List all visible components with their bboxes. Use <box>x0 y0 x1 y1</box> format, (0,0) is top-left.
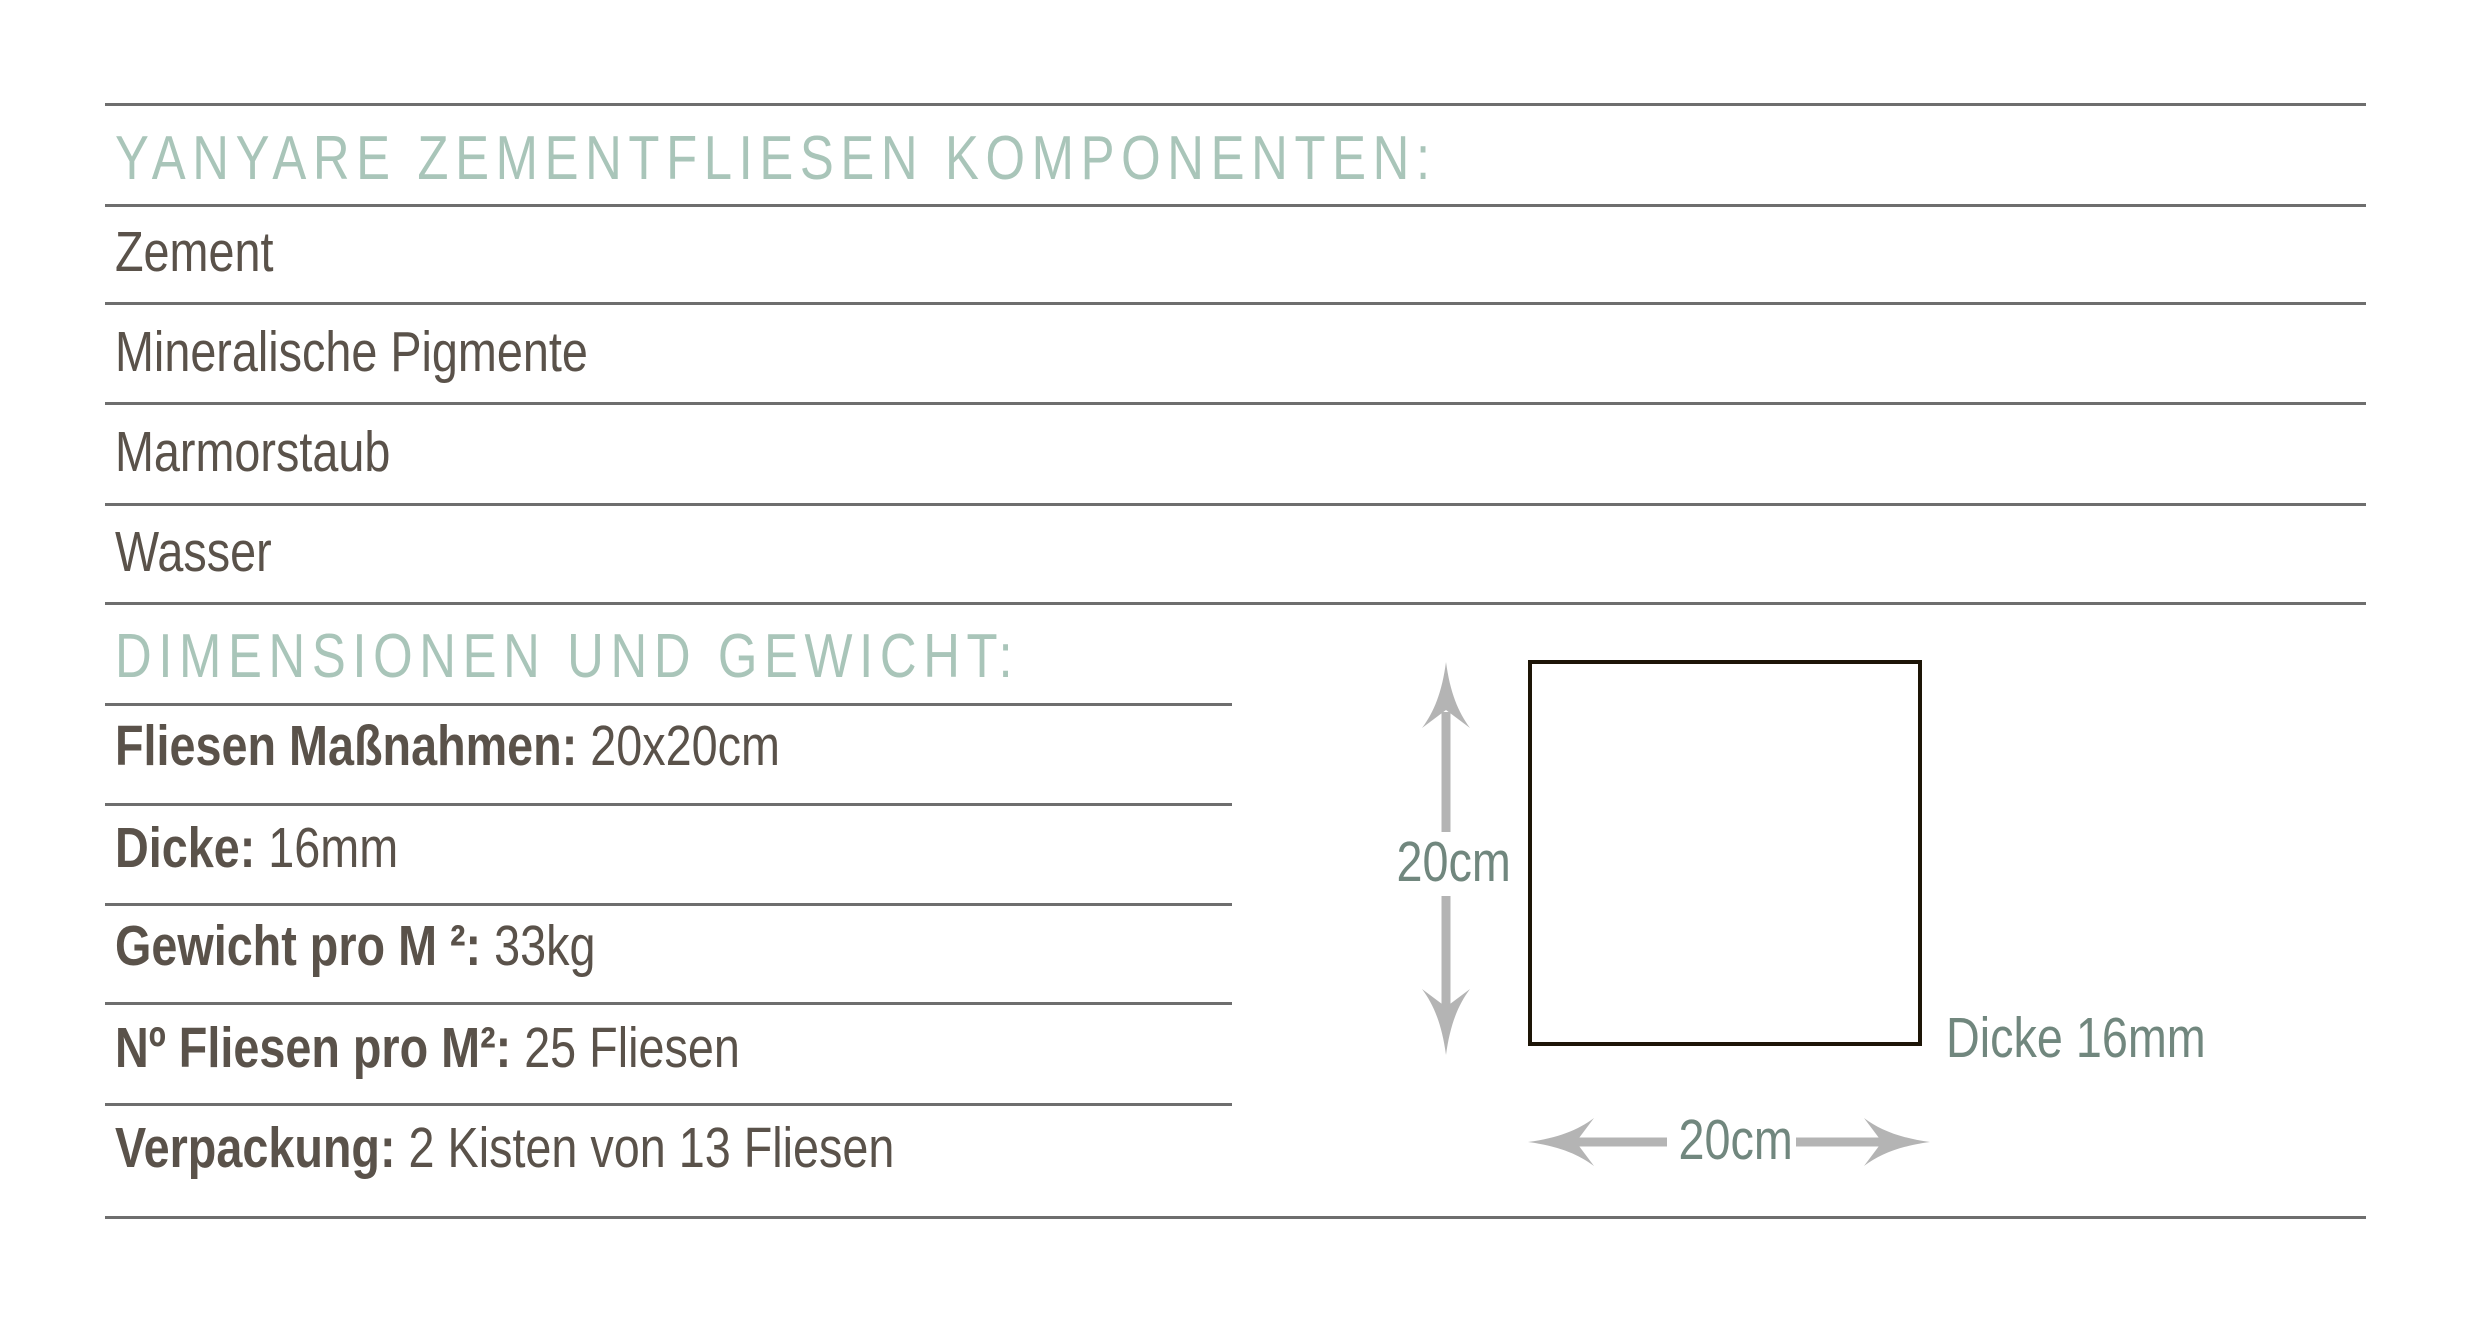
width-dimension-label: 20cm <box>1678 1108 1793 1172</box>
divider-short <box>105 703 1232 706</box>
spec-value: 25 Fliesen <box>524 1016 740 1080</box>
spec-label: Nº Fliesen pro M²: <box>115 1016 512 1080</box>
spec-label: Dicke: <box>115 816 256 880</box>
component-item <box>115 520 306 584</box>
divider-short <box>105 803 1232 806</box>
thickness-label: Dicke 16mm <box>1946 1006 2206 1070</box>
spec-label: Gewicht pro M ²: <box>115 914 482 978</box>
spec-label: Verpackung: <box>115 1116 396 1180</box>
divider-short <box>105 1002 1232 1005</box>
component-item-text: Mineralische Pigmente <box>115 320 588 384</box>
component-item <box>115 320 692 384</box>
spec-row <box>115 816 460 880</box>
divider <box>105 204 2366 207</box>
divider <box>105 302 2366 305</box>
divider-bottom <box>105 1216 2366 1219</box>
spec-value: 33kg <box>494 914 596 978</box>
divider <box>105 503 2366 506</box>
component-item-text: Marmorstaub <box>115 420 391 484</box>
component-item <box>115 420 451 484</box>
component-item-text: Wasser <box>115 520 272 584</box>
spec-label: Fliesen Maßnahmen: <box>115 714 578 778</box>
spec-value: 20x20cm <box>590 714 780 778</box>
divider-short <box>105 1103 1232 1106</box>
component-item-text: Zement <box>115 220 274 284</box>
spec-value: 16mm <box>268 816 399 880</box>
spec-row <box>115 714 926 778</box>
components-heading <box>115 124 1727 193</box>
divider <box>105 602 2366 605</box>
divider <box>105 402 2366 405</box>
components-heading-text: YANYARE ZEMENTFLIESEN KOMPONENTEN: <box>115 124 1437 193</box>
dimensions-heading-text: DIMENSIONEN UND GEWICHT: <box>115 622 1020 691</box>
spec-row <box>115 1016 877 1080</box>
spec-value: 2 Kisten von 13 Fliesen <box>408 1116 895 1180</box>
height-dimension-label: 20cm <box>1396 830 1511 894</box>
dimension-arrows <box>1380 640 2380 1200</box>
spec-row <box>115 914 701 978</box>
spec-row <box>115 1116 1066 1180</box>
component-item <box>115 220 308 284</box>
divider-short <box>105 903 1232 906</box>
dimensions-heading <box>115 622 1218 691</box>
divider <box>105 103 2366 106</box>
